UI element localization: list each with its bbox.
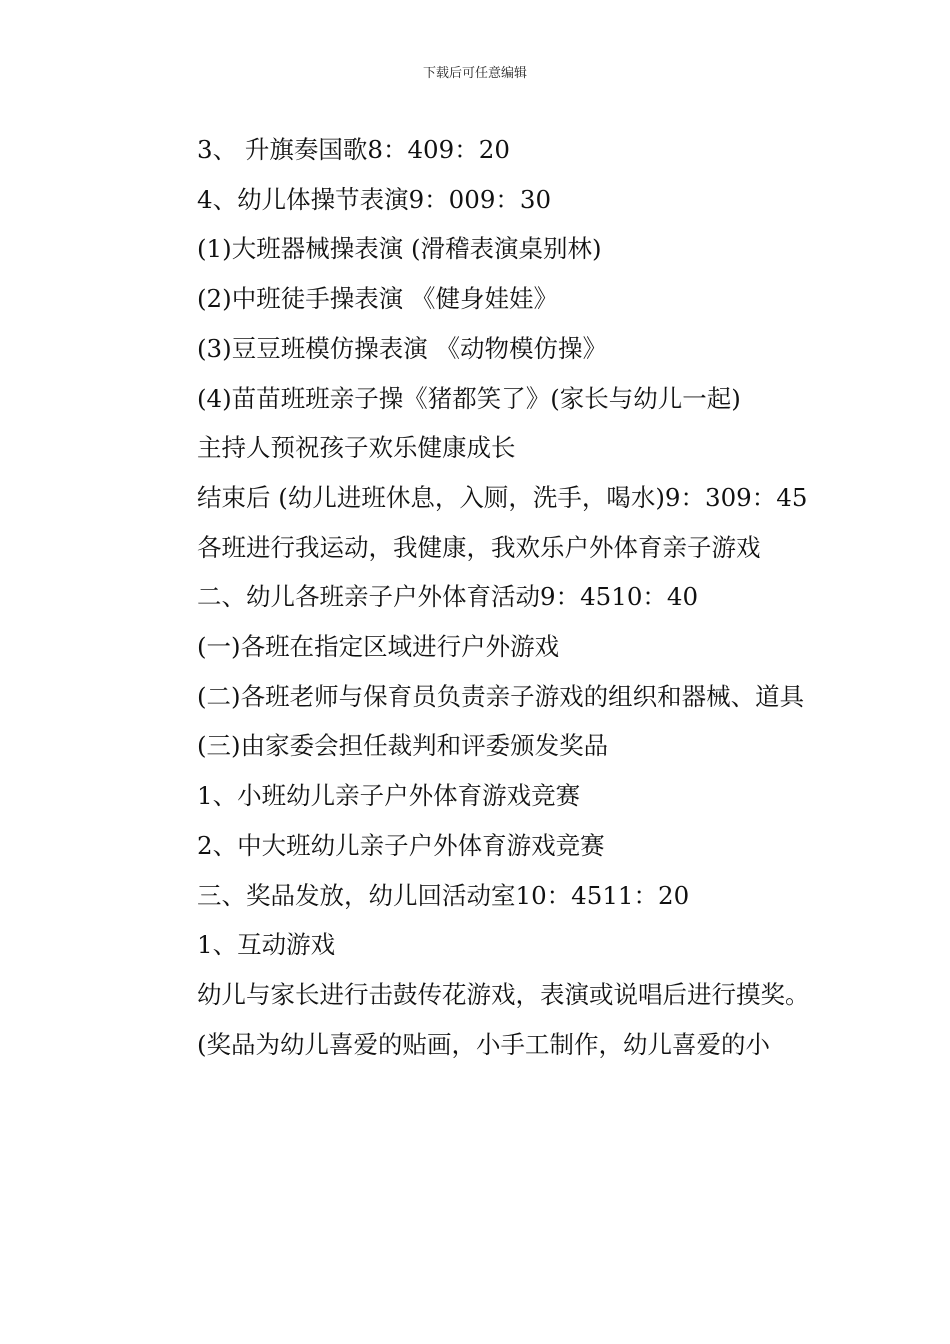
paragraph: (奖品为幼儿喜爱的贴画，小手工制作，幼儿喜爱的小: [197, 1029, 771, 1059]
paragraph: (一)各班在指定区域进行户外游戏: [197, 632, 560, 662]
paragraph: 幼儿与家长进行击鼓传花游戏，表演或说唱后进行摸奖。: [197, 979, 810, 1009]
paragraph: (1)大班器械操表演 (滑稽表演桌别林): [197, 234, 602, 264]
paragraph: 结束后 (幼儿进班休息，入厕，洗手，喝水)9：309：45: [197, 482, 808, 512]
page-header: 下载后可任意编辑: [422, 66, 527, 81]
paragraph: (二)各班老师与保育员负责亲子游戏的组织和器械、道具: [197, 681, 805, 711]
paragraph: 各班进行我运动，我健康，我欢乐户外体育亲子游戏: [197, 532, 761, 562]
paragraph: (2)中班徒手操表演 《健身娃娃》: [197, 284, 558, 314]
paragraph: 主持人预祝孩子欢乐健康成长: [197, 433, 516, 463]
paragraph: (3)豆豆班模仿操表演 《动物模仿操》: [197, 333, 607, 363]
paragraph: 1、小班幼儿亲子户外体育游戏竞赛: [197, 781, 581, 811]
paragraph: 2、中大班幼儿亲子户外体育游戏竞赛: [197, 830, 605, 860]
paragraph: (4)苗苗班班亲子操《猪都笑了》(家长与幼儿一起): [197, 383, 741, 413]
paragraph: 二、幼儿各班亲子户外体育活动9：4510：40: [197, 582, 699, 612]
paragraph: 3、 升旗奏国歌8：409：20: [197, 135, 510, 164]
paragraph: 三、奖品发放，幼儿回活动室10：4511：20: [197, 880, 690, 910]
document-body: [145, 125, 815, 1069]
paragraph: 1、互动游戏: [197, 930, 336, 960]
paragraph: (三)由家委会担任裁判和评委颁发奖品: [197, 731, 609, 761]
paragraph: 4、幼儿体操节表演9：009：30: [197, 184, 552, 214]
